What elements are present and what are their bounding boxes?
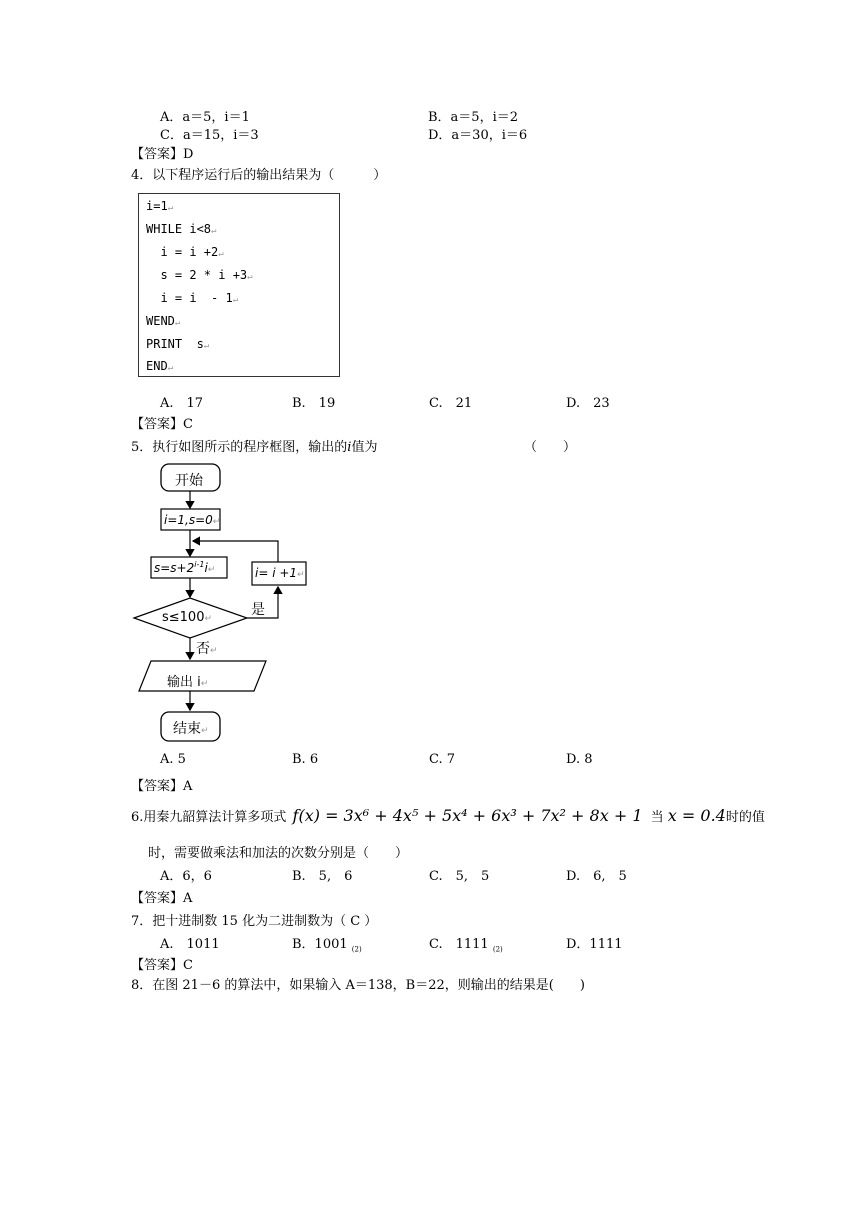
code-line: i=1↵ xyxy=(146,199,174,213)
flow-increment-label: i= i +1↵ xyxy=(255,566,305,580)
q6-stem: 6.用秦九韶算法计算多项式 f(x) = 3x⁶ + 4x⁵ + 5x⁴ + 6x³ + 7x² + 8x + 1 当 x = 0.4时的值 xyxy=(131,806,765,825)
q3-option-c: C．a＝15，i＝3 xyxy=(160,128,259,143)
flow-start-label: 开始 xyxy=(175,473,203,489)
code-line: WEND↵ xyxy=(146,314,181,328)
code-line: i = i - 1↵ xyxy=(146,291,239,305)
q4-answer: 【答案】C xyxy=(131,417,193,432)
q5-paren: （ ） xyxy=(524,440,577,455)
q5-answer: 【答案】A xyxy=(131,779,193,794)
flow-init-label: i=1,s=0↵ xyxy=(164,513,221,527)
q4-option-a: A. 17 xyxy=(160,396,204,411)
q7-option-b: B．1001 $_{(2)}$ xyxy=(292,937,362,954)
code-line: i = i +2↵ xyxy=(146,245,224,259)
flow-update-label: $s=s+2^{i-1}i↵$ xyxy=(154,560,216,575)
code-line: WHILE i<8↵ xyxy=(146,222,217,236)
q6-option-a: A．6，6 xyxy=(160,869,212,884)
q8-stem: 8．在图 21－6 的算法中，如果输入 A＝138，B＝22，则输出的结果是( ) xyxy=(131,978,585,993)
flow-no-label: 否↵ xyxy=(196,641,218,657)
q6-option-b: B. 5, 6 xyxy=(292,869,353,884)
q5-option-a: A. 5 xyxy=(160,752,186,767)
q6-option-d: D. 6, 5 xyxy=(566,869,627,884)
q4-code-box xyxy=(138,193,340,377)
flowchart xyxy=(125,455,325,755)
flow-end-label: 结束↵ xyxy=(173,721,209,737)
q5-option-c: C. 7 xyxy=(429,752,456,767)
q7-option-d: D．1111 xyxy=(566,937,623,952)
q4-option-d: D. 23 xyxy=(566,396,610,411)
q3-option-b: B．a＝5，i＝2 xyxy=(428,110,519,125)
q7-answer: 【答案】C xyxy=(131,958,193,973)
q6-stem-line2: 时，需要做乘法和加法的次数分别是（ ） xyxy=(148,846,409,861)
q6-option-c: C. 5, 5 xyxy=(429,869,490,884)
q5-option-b: B. 6 xyxy=(292,752,319,767)
q3-answer: 【答案】D xyxy=(131,147,194,162)
q5-stem: 5．执行如图所示的程序框图，输出的i值为 xyxy=(131,440,378,455)
flow-condition-label: s≤100↵ xyxy=(162,610,213,625)
q7-option-a: A. 1011 xyxy=(160,937,220,952)
q6-answer: 【答案】A xyxy=(131,891,193,906)
flow-yes-label: 是 xyxy=(251,602,265,618)
q7-option-c: C. 1111 $_{(2)}$ xyxy=(429,937,503,954)
code-line: PRINT s↵ xyxy=(146,337,210,351)
q4-option-c: C. 21 xyxy=(429,396,473,411)
q3-option-d: D．a＝30，i＝6 xyxy=(428,128,528,143)
code-line: s = 2 * i +3↵ xyxy=(146,268,253,282)
q7-stem: 7．把十进制数 15 化为二进制数为（ C ） xyxy=(131,914,378,929)
q5-option-d: D. 8 xyxy=(566,752,593,767)
q4-stem: 4．以下程序运行后的输出结果为（ ） xyxy=(131,168,387,183)
code-line: END↵ xyxy=(146,359,174,373)
q4-option-b: B. 19 xyxy=(292,396,336,411)
q3-option-a: A．a＝5，i＝1 xyxy=(160,110,250,125)
flow-output-label: 输出 i↵ xyxy=(167,675,209,690)
